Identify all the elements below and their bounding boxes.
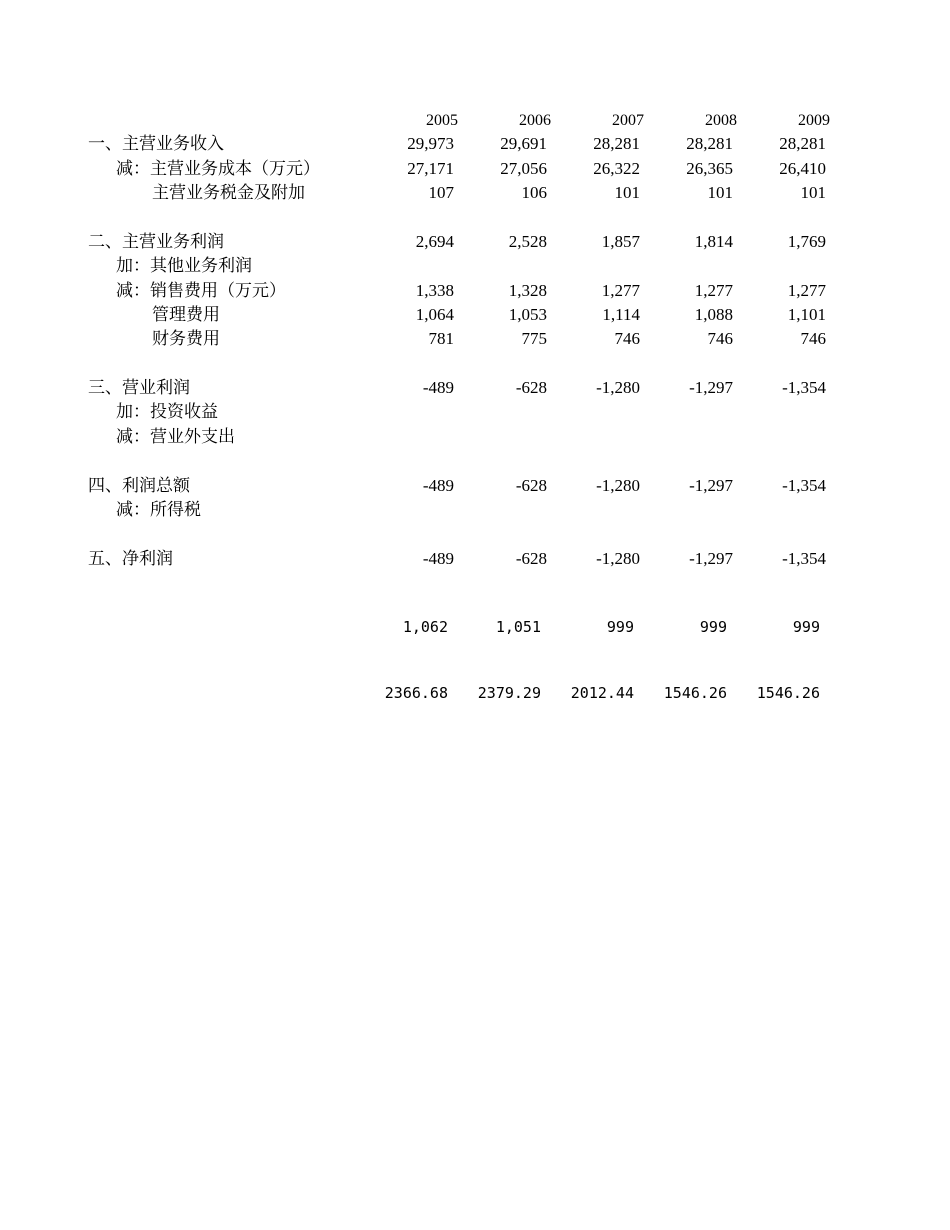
year-2007: 2007 [612,112,644,129]
cell: -1,297 [689,549,733,568]
extra-row-1 [0,615,950,639]
cell: 746 [800,329,826,348]
cell: -1,280 [596,549,640,568]
cell: 1546.26 [663,684,727,702]
cell: 1,064 [415,305,454,324]
cell: 27,171 [407,159,454,178]
row-label: 财务费用 [152,329,220,348]
row-label: 主营业务税金及附加 [152,183,305,202]
cell: 1,101 [787,305,826,324]
row-investment-income [0,400,950,424]
cell: 2379.29 [477,684,541,702]
row-label: 加：投资收益 [116,402,218,421]
cell: 101 [614,183,640,202]
row-label: 四、利润总额 [88,476,190,495]
cell: 29,691 [500,134,547,153]
row-finance-expense [0,327,950,351]
row-total-profit [0,474,950,498]
year-2009: 2009 [798,112,830,129]
row-non-operating-expense [0,425,950,449]
row-label: 减：营业外支出 [116,427,235,446]
cell: -1,354 [782,378,826,397]
cell: -628 [515,549,547,568]
year-2005: 2005 [426,112,458,129]
cell: 107 [428,183,454,202]
row-other-profit [0,254,950,278]
cell: 1,769 [787,232,826,251]
cell: 999 [606,618,634,636]
row-label: 三、营业利润 [88,378,190,397]
row-label: 管理费用 [152,305,220,324]
cell: 28,281 [686,134,733,153]
row-operating-profit [0,376,950,400]
cell: -1,280 [596,378,640,397]
cell: 1,053 [508,305,547,324]
year-header-row [0,109,950,133]
cell: 781 [428,329,454,348]
cell: -628 [515,378,547,397]
year-2006: 2006 [519,112,551,129]
cell: 746 [707,329,733,348]
cell: 2012.44 [570,684,634,702]
cell: 1,277 [601,281,640,300]
cell: 1,088 [694,305,733,324]
cell: -1,297 [689,378,733,397]
cell: 28,281 [593,134,640,153]
cell: -628 [515,476,547,495]
row-label: 减：所得税 [116,500,201,519]
row-label: 减：销售费用（万元） [116,281,286,300]
cell: 1,338 [415,281,454,300]
cell: 1,051 [495,618,541,636]
cell: 1546.26 [756,684,820,702]
cell: 1,857 [601,232,640,251]
cell: 746 [614,329,640,348]
cell: 106 [521,183,547,202]
cell: 28,281 [779,134,826,153]
cell: 1,814 [694,232,733,251]
cell: 999 [699,618,727,636]
row-admin-expense [0,303,950,327]
cell: 2366.68 [384,684,448,702]
row-selling-expense [0,279,950,303]
cell: -489 [422,476,454,495]
cell: -1,297 [689,476,733,495]
cell: -1,280 [596,476,640,495]
cell: 2,694 [415,232,454,251]
cell: 2,528 [508,232,547,251]
cell: 101 [707,183,733,202]
row-income-tax [0,498,950,522]
cell: -489 [422,549,454,568]
row-main-tax [0,181,950,205]
cell: 999 [792,618,820,636]
extra-row-2 [0,681,950,705]
year-2008: 2008 [705,112,737,129]
row-main-revenue [0,132,950,156]
cell: -1,354 [782,476,826,495]
cell: 775 [521,329,547,348]
cell: 29,973 [407,134,454,153]
cell: 27,056 [500,159,547,178]
cell: 26,322 [593,159,640,178]
cell: -489 [422,378,454,397]
cell: 1,277 [787,281,826,300]
cell: 1,328 [508,281,547,300]
cell: -1,354 [782,549,826,568]
row-main-profit [0,230,950,254]
cell: 1,114 [602,305,640,324]
row-label: 减：主营业务成本（万元） [116,159,320,178]
row-label: 二、主营业务利润 [88,232,224,251]
cell: 26,365 [686,159,733,178]
cell: 1,277 [694,281,733,300]
cell: 1,062 [402,618,448,636]
cell: 101 [800,183,826,202]
row-label: 加：其他业务利润 [116,256,252,275]
row-label: 五、净利润 [88,549,173,568]
cell: 26,410 [779,159,826,178]
row-net-profit [0,547,950,571]
row-main-cost [0,157,950,181]
row-label: 一、主营业务收入 [88,134,224,153]
